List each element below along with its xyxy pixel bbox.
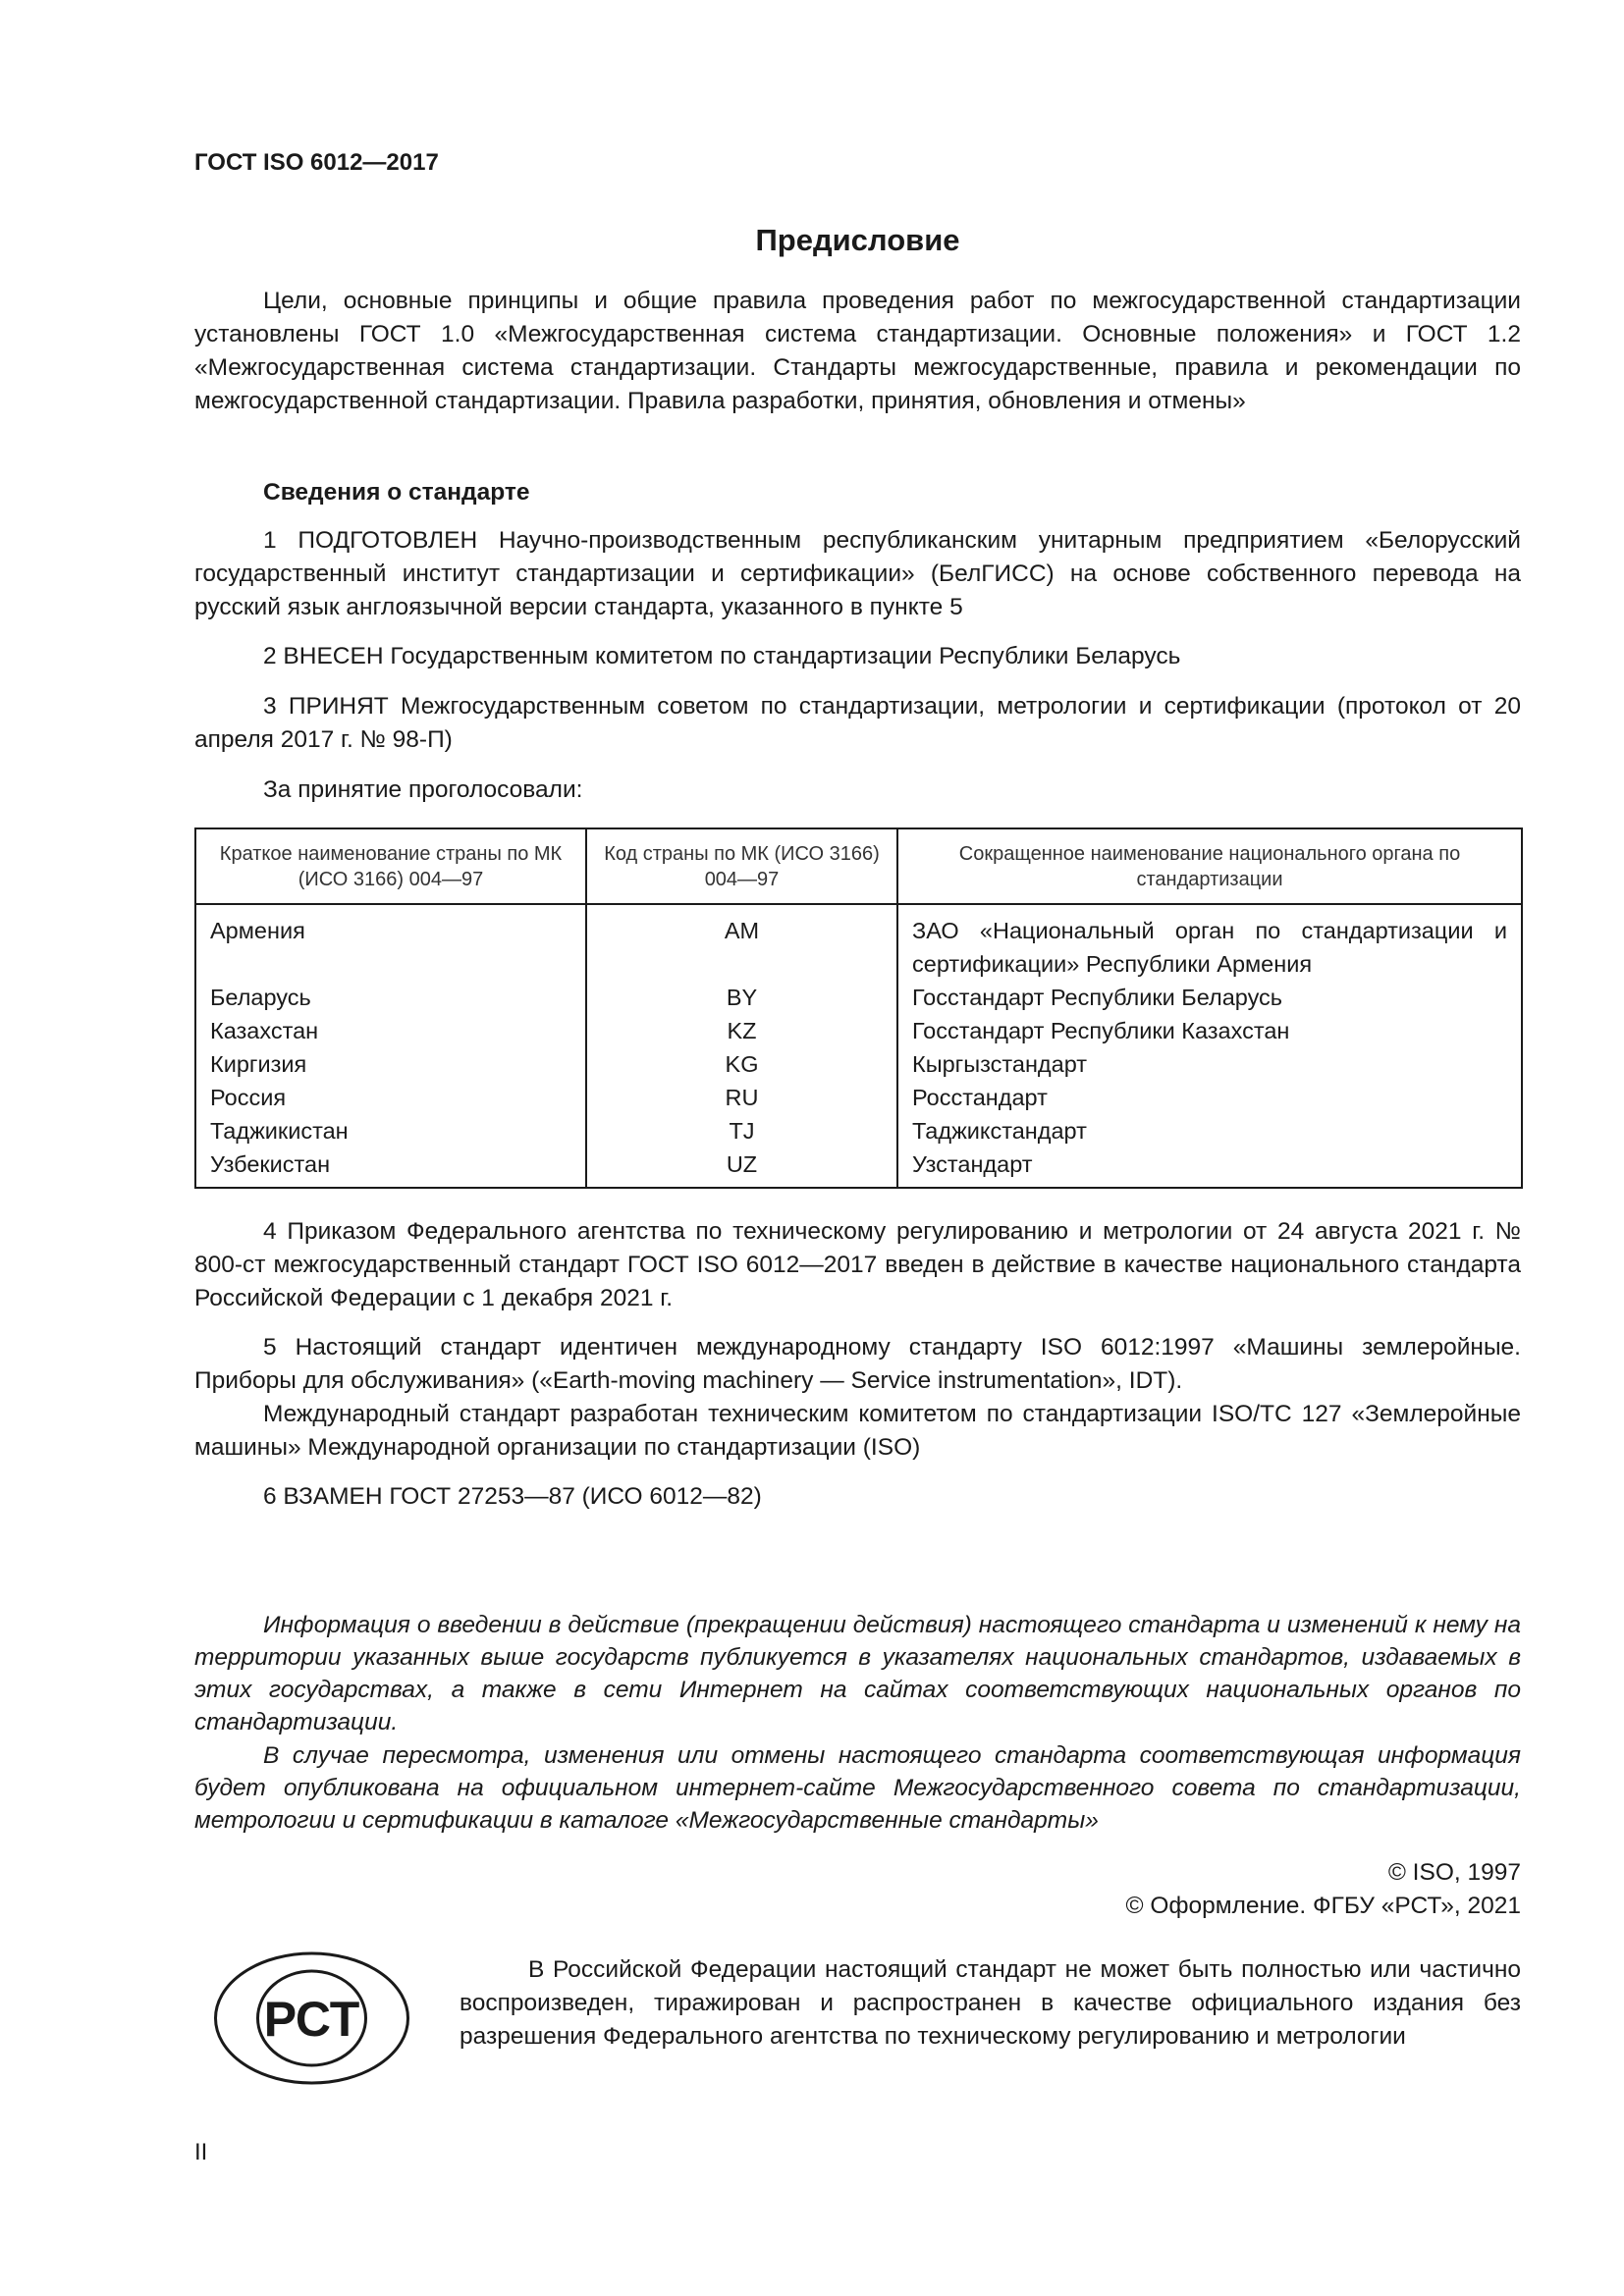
table-row <box>195 981 1522 1014</box>
table-row <box>195 1014 1522 1047</box>
table-row <box>195 1047 1522 1081</box>
item-5-paragraph: 5 Настоящий стандарт идентичен международному стандарту ISO 6012:1997 «Машины землеройные. Приборы для обслуживания» («Earth-moving machinery — Service instrumentation», IDT). <box>194 1334 1521 1394</box>
country-cell: Беларусь <box>195 981 586 1014</box>
info-paragraph-1: Информация о введении в действие (прекращении действия) настоящего стандарта и изменений к нему на территории указанных выше государств публикуется в указателях национальных стандартов, издаваемых в этих государствах, а также в сети Интернет на сайтах соответствующих национальных органов по стандартизации. <box>194 1612 1521 1735</box>
body-cell: Таджикстандарт <box>912 1118 1087 1144</box>
body-cell: Кыргызстандарт <box>912 1051 1088 1077</box>
info-paragraph-2: В случае пересмотра, изменения или отмены настоящего стандарта соответствующая информация будет опубликована на официальном интернет-сайте Межгосударственного совета по стандартизации, метрологии и сертификации в каталоге «Межгосударственные стандарты» <box>194 1742 1521 1834</box>
code-cell: TJ <box>586 1114 897 1148</box>
table-row <box>195 1114 1522 1148</box>
voting-table <box>194 828 1523 1189</box>
country-cell: Таджикистан <box>195 1114 586 1148</box>
copyright-notice: В Российской Федерации настоящий стандарт не может быть полностью или частично воспроизведен, тиражирован и распространен в качестве официального издания без разрешения Федерального агентства по техническому регулированию и метрологии <box>460 1956 1521 2050</box>
document-header: ГОСТ ISO 6012—2017 <box>194 149 439 176</box>
table-header-row <box>195 828 1522 904</box>
country-cell: Узбекистан <box>195 1148 586 1188</box>
table-header-country: Краткое наименование страны по МК (ИСО 3166) 004—97 <box>195 828 586 904</box>
item-1-paragraph: 1 ПОДГОТОВЛЕН Научно-производственным республиканским унитарным предприятием «Белорусский государственный институт стандартизации и сертификации» (БелГИСС) на основе собственного перевода на русский язык англоязычной версии стандарта, указанного в пункте 5 <box>194 527 1521 620</box>
page-number: II <box>194 2139 208 2165</box>
table-header-code: Код страны по МК (ИСО 3166) 004—97 <box>586 828 897 904</box>
item-5-continuation: Международный стандарт разработан техническим комитетом по стандартизации ISO/TC 127 «Землеройные машины» Международной организации по стандартизации (ISO) <box>194 1401 1521 1461</box>
code-cell: KZ <box>586 1014 897 1047</box>
table-row <box>195 904 1522 981</box>
body-cell: Госстандарт Республики Казахстан <box>912 1018 1290 1043</box>
item-2-paragraph: 2 ВНЕСЕН Государственным комитетом по стандартизации Республики Беларусь <box>263 643 1181 669</box>
code-cell: KG <box>586 1047 897 1081</box>
copyright-iso: © ISO, 1997 <box>1387 1859 1521 1886</box>
rst-logo-text: РСТ <box>263 1992 360 2047</box>
table-row <box>195 1081 1522 1114</box>
country-cell: Киргизия <box>195 1047 586 1081</box>
table-header-body: Сокращенное наименование национального органа по стандартизации <box>897 828 1522 904</box>
copyright-rst: © Оформление. ФГБУ «РСТ», 2021 <box>1125 1893 1521 1919</box>
standard-info-heading: Сведения о стандарте <box>263 479 530 506</box>
item-6-paragraph: 6 ВЗАМЕН ГОСТ 27253—87 (ИСО 6012—82) <box>263 1483 762 1510</box>
voted-label: За принятие проголосовали: <box>263 776 583 803</box>
country-cell: Казахстан <box>195 1014 586 1047</box>
body-cell: Госстандарт Республики Беларусь <box>912 985 1283 1010</box>
intro-paragraph: Цели, основные принципы и общие правила проведения работ по межгосударственной стандартизации установлены ГОСТ 1.0 «Межгосударственная система стандартизации. Основные положения» и ГОСТ 1.2 «Межгосударственная система стандартизации. Стандарты межгосударственные, правила и рекомендации по межгосударственной стандартизации. Правила разработки, принятия, обновления и отмены» <box>194 288 1521 414</box>
body-cell: Узстандарт <box>912 1151 1033 1177</box>
page-title: Предисловие <box>755 223 960 257</box>
code-cell: UZ <box>586 1148 897 1188</box>
code-cell: RU <box>586 1081 897 1114</box>
country-cell: Армения <box>195 904 586 981</box>
rst-logo <box>212 1949 411 2087</box>
code-cell: AM <box>586 904 897 981</box>
code-cell: BY <box>586 981 897 1014</box>
item-4-paragraph: 4 Приказом Федерального агентства по техническому регулированию и метрологии от 24 августа 2021 г. № 800-ст межгосударственный стандарт ГОСТ ISO 6012—2017 введен в действие в качестве национального стандарта Российской Федерации с 1 декабря 2021 г. <box>194 1218 1521 1311</box>
item-3-paragraph: 3 ПРИНЯТ Межгосударственным советом по стандартизации, метрологии и сертификации (протокол от 20 апреля 2017 г. № 98-П) <box>194 693 1521 753</box>
table-row <box>195 1148 1522 1188</box>
body-cell: Росстандарт <box>912 1085 1048 1110</box>
country-cell: Россия <box>195 1081 586 1114</box>
body-cell: ЗАО «Национальный орган по стандартизации и сертификации» Республики Армения <box>912 918 1507 977</box>
